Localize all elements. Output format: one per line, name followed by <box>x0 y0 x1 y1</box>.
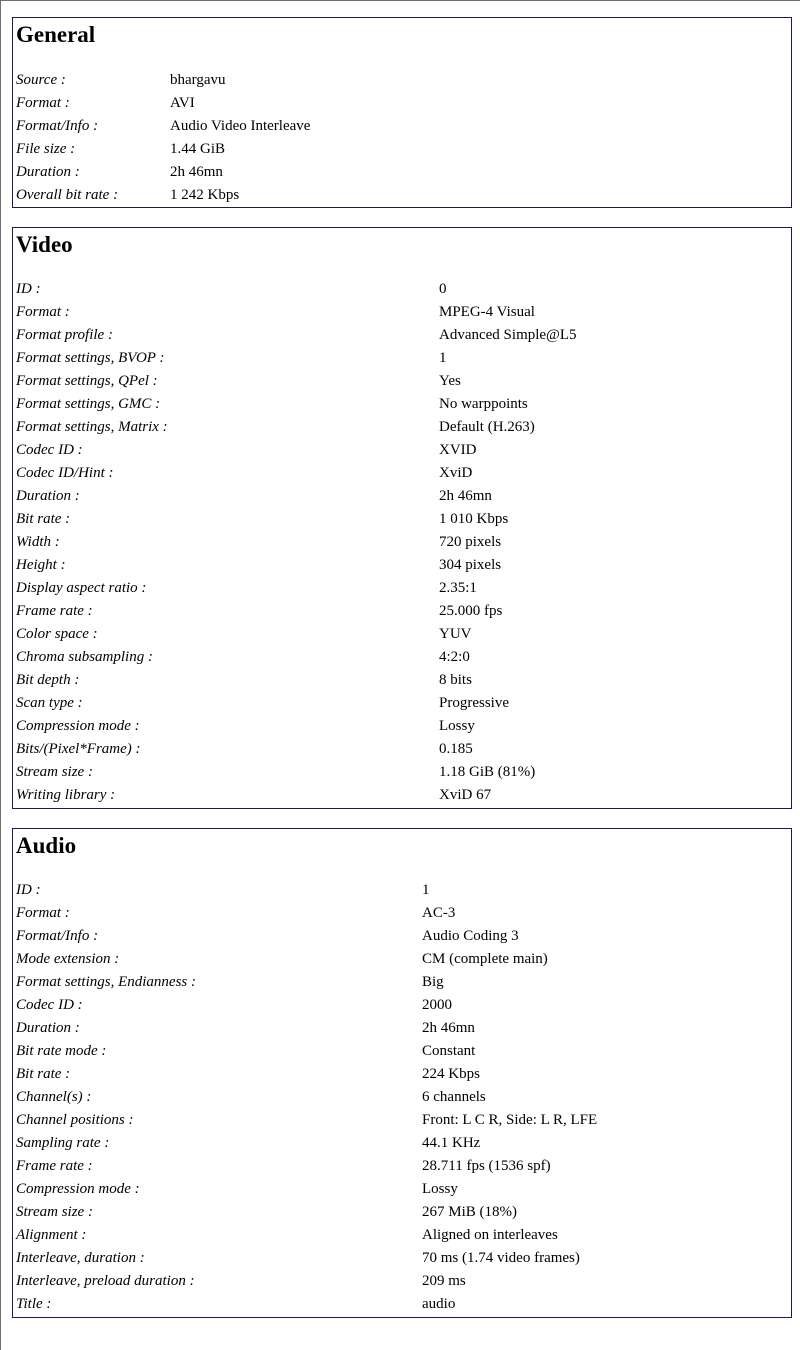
row-value: 2h 46mn <box>439 488 492 504</box>
table-row <box>16 301 577 324</box>
table-row <box>16 1270 597 1293</box>
table-row <box>16 138 310 161</box>
table-row <box>16 784 577 807</box>
row-label: Title : <box>16 1296 52 1312</box>
row-value: XVID <box>439 442 477 458</box>
row-label: Codec ID : <box>16 442 83 458</box>
row-label: Stream size : <box>16 764 93 780</box>
table-row <box>16 1224 597 1247</box>
table-row <box>16 278 577 301</box>
table-row <box>16 1040 597 1063</box>
table-row <box>16 508 577 531</box>
row-value: audio <box>422 1296 456 1312</box>
row-value: Progressive <box>439 695 509 711</box>
row-label: Channel positions : <box>16 1112 134 1128</box>
row-value: 2h 46mn <box>170 164 223 180</box>
row-label: Duration : <box>16 1020 80 1036</box>
row-label: Format settings, Endianness : <box>16 974 196 990</box>
row-label: Bit rate mode : <box>16 1043 107 1059</box>
table-row <box>16 925 597 948</box>
row-label: Format profile : <box>16 327 113 343</box>
row-value: Audio Video Interleave <box>170 118 311 134</box>
row-value: MPEG-4 Visual <box>439 304 535 320</box>
general-heading: General <box>16 22 96 47</box>
table-row <box>16 646 577 669</box>
row-label: Frame rate : <box>16 603 93 619</box>
row-label: Format settings, Matrix : <box>16 419 168 435</box>
row-value: 1 <box>439 350 447 366</box>
row-label: Stream size : <box>16 1204 93 1220</box>
row-value: Constant <box>422 1043 476 1059</box>
row-label: Compression mode : <box>16 1181 140 1197</box>
row-label: Bits/(Pixel*Frame) : <box>16 741 141 757</box>
row-value: YUV <box>439 626 472 642</box>
row-label: Format settings, BVOP : <box>16 350 165 366</box>
row-value: 720 pixels <box>439 534 502 550</box>
table-row <box>16 161 310 184</box>
row-label: Format settings, GMC : <box>16 396 161 412</box>
row-label: Frame rate : <box>16 1158 93 1174</box>
table-row <box>16 370 577 393</box>
row-value: XviD <box>439 465 473 481</box>
row-label: ID : <box>16 281 41 297</box>
row-label: Writing library : <box>16 787 116 803</box>
video-table <box>16 278 577 807</box>
row-label: Color space : <box>16 626 98 642</box>
table-row <box>16 324 577 347</box>
row-value: XviD 67 <box>439 787 492 803</box>
row-value: Lossy <box>422 1181 458 1197</box>
row-value: 8 bits <box>439 672 472 688</box>
row-label: Chroma subsampling : <box>16 649 153 665</box>
row-label: Format : <box>16 905 70 921</box>
row-value: Audio Coding 3 <box>422 928 519 944</box>
row-label: Codec ID : <box>16 997 83 1013</box>
row-label: Codec ID/Hint : <box>16 465 114 481</box>
row-value: 0 <box>439 281 447 297</box>
row-value: Yes <box>439 373 461 389</box>
table-row <box>16 600 577 623</box>
row-value: Advanced Simple@L5 <box>439 327 577 343</box>
table-row <box>16 1132 597 1155</box>
row-value: 44.1 KHz <box>422 1135 481 1151</box>
row-label: Format : <box>16 95 70 111</box>
row-value: 6 channels <box>422 1089 486 1105</box>
row-value: 304 pixels <box>439 557 502 573</box>
row-value: 70 ms (1.74 video frames) <box>422 1250 580 1266</box>
row-label: Width : <box>16 534 60 550</box>
row-label: Mode extension : <box>16 951 120 967</box>
row-label: Interleave, duration : <box>16 1250 145 1266</box>
row-value: bhargavu <box>170 72 226 88</box>
table-row <box>16 761 577 784</box>
row-label: Interleave, preload duration : <box>16 1273 195 1289</box>
table-row <box>16 1109 597 1132</box>
row-value: No warppoints <box>439 396 528 412</box>
row-value: Aligned on interleaves <box>422 1227 558 1243</box>
table-row <box>16 115 310 138</box>
row-value: 25.000 fps <box>439 603 503 619</box>
audio-section <box>12 828 792 1318</box>
table-row <box>16 879 597 902</box>
row-label: Bit depth : <box>16 672 80 688</box>
row-label: Alignment : <box>16 1227 87 1243</box>
row-value: Lossy <box>439 718 475 734</box>
row-label: Height : <box>16 557 66 573</box>
row-label: Display aspect ratio : <box>16 580 147 596</box>
row-value: 1.44 GiB <box>170 141 226 157</box>
table-row <box>16 994 597 1017</box>
row-label: ID : <box>16 882 41 898</box>
table-row <box>16 393 577 416</box>
table-row <box>16 184 310 207</box>
table-row <box>16 92 310 115</box>
row-label: Format/Info : <box>16 118 99 134</box>
row-value: 0.185 <box>439 741 473 757</box>
table-row <box>16 1063 597 1086</box>
row-label: Format settings, QPel : <box>16 373 158 389</box>
table-row <box>16 715 577 738</box>
row-label: Sampling rate : <box>16 1135 110 1151</box>
table-row <box>16 439 577 462</box>
row-value: 209 ms <box>422 1273 466 1289</box>
row-value: CM (complete main) <box>422 951 548 967</box>
table-row <box>16 692 577 715</box>
row-value: 2.35:1 <box>439 580 477 596</box>
row-label: Scan type : <box>16 695 83 711</box>
table-row <box>16 1201 597 1224</box>
row-value: Default (H.263) <box>439 419 535 435</box>
row-value: 1 242 Kbps <box>170 187 240 203</box>
row-label: Format : <box>16 304 70 320</box>
row-value: Front: L C R, Side: L R, LFE <box>422 1112 598 1128</box>
row-value: 224 Kbps <box>422 1066 480 1082</box>
row-value: 28.711 fps (1536 spf) <box>422 1158 551 1174</box>
video-heading: Video <box>16 232 73 257</box>
table-row <box>16 347 577 370</box>
row-value: 4:2:0 <box>439 649 470 665</box>
table-row <box>16 462 577 485</box>
table-row <box>16 971 597 994</box>
row-label: Compression mode : <box>16 718 140 734</box>
audio-table <box>16 879 597 1316</box>
row-value: 267 MiB (18%) <box>422 1204 517 1220</box>
table-row <box>16 669 577 692</box>
row-value: 1 010 Kbps <box>439 511 509 527</box>
row-value: 1 <box>422 882 430 898</box>
row-value: 1.18 GiB (81%) <box>439 764 536 780</box>
table-row <box>16 1155 597 1178</box>
row-value: AC-3 <box>422 905 456 921</box>
row-label: Source : <box>16 72 66 88</box>
row-value: AVI <box>170 95 195 111</box>
row-value: Big <box>422 974 444 990</box>
audio-heading: Audio <box>16 833 77 858</box>
table-row <box>16 416 577 439</box>
table-row <box>16 623 577 646</box>
general-section <box>12 17 792 208</box>
table-row <box>16 1178 597 1201</box>
row-label: File size : <box>16 141 76 157</box>
row-value: 2000 <box>422 997 452 1013</box>
row-label: Bit rate : <box>16 1066 71 1082</box>
row-label: Overall bit rate : <box>16 187 119 203</box>
table-row <box>16 485 577 508</box>
table-row <box>16 902 597 925</box>
table-row <box>16 69 310 92</box>
table-row <box>16 1017 597 1040</box>
row-value: 2h 46mn <box>422 1020 475 1036</box>
row-label: Channel(s) : <box>16 1089 92 1105</box>
row-label: Bit rate : <box>16 511 71 527</box>
table-row <box>16 1293 597 1316</box>
row-label: Duration : <box>16 488 80 504</box>
table-row <box>16 531 577 554</box>
general-table <box>16 69 310 207</box>
row-label: Format/Info : <box>16 928 99 944</box>
video-section <box>12 227 792 809</box>
table-row <box>16 1086 597 1109</box>
table-row <box>16 948 597 971</box>
table-row <box>16 738 577 761</box>
table-row <box>16 554 577 577</box>
table-row <box>16 577 577 600</box>
row-label: Duration : <box>16 164 80 180</box>
table-row <box>16 1247 597 1270</box>
